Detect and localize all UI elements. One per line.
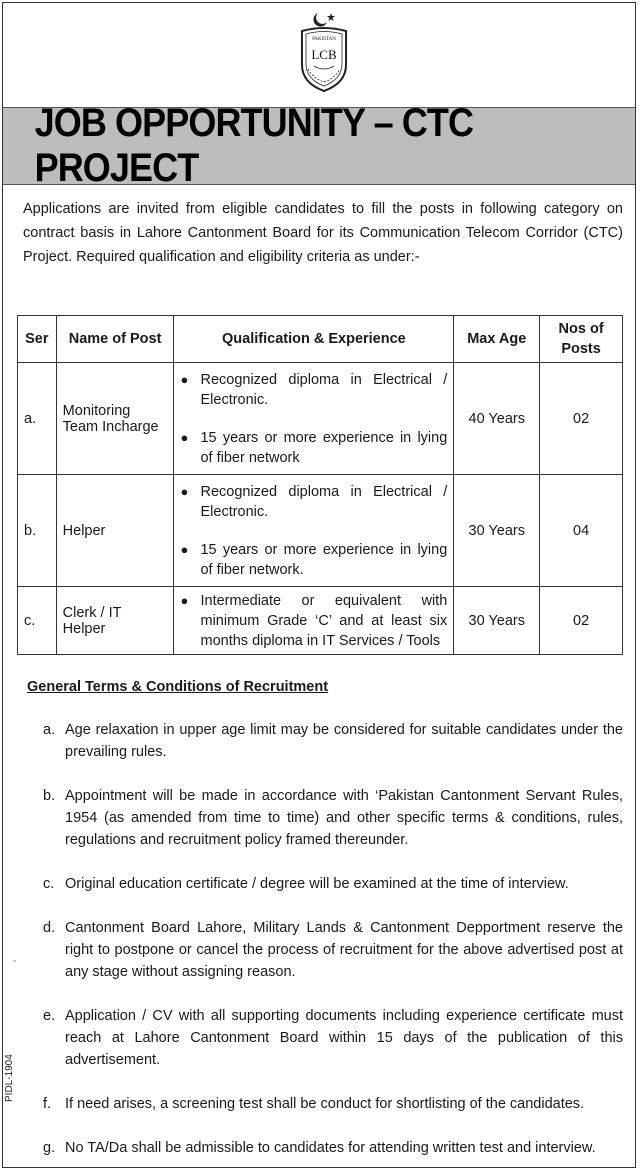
table-row: [18, 475, 623, 587]
list-item: [43, 1093, 623, 1115]
header-ser: Ser: [18, 316, 57, 363]
term-letter: g.: [43, 1140, 56, 1156]
list-item: [43, 917, 623, 983]
row-nos-of-posts: 02: [540, 363, 623, 475]
term-text: Original education certificate / degree will be examined at the time of interview.: [65, 876, 569, 892]
terms-heading: General Terms & Conditions of Recruitment: [27, 679, 329, 695]
list-item: [43, 719, 623, 763]
row-post-name: Helper: [56, 475, 174, 587]
logo-area: [3, 3, 635, 103]
list-item: [43, 1137, 623, 1159]
row-post-name: Monitoring Team Incharge: [56, 363, 174, 475]
posts-table: [17, 315, 623, 655]
row-qualification: [174, 587, 454, 655]
margin-tick-mark: -: [13, 956, 17, 967]
header-qualification: Qualification & Experience: [174, 316, 454, 363]
advertisement-page: [2, 2, 636, 1168]
term-text: Age relaxation in upper age limit may be considered for suitable candidates under the prevailing rules.: [65, 722, 623, 760]
header-name-of-post: Name of Post: [56, 316, 174, 363]
term-text: Application / CV with all supporting documents including experience certificate must reach at Lahore Cantonment Board within 15 days of the publication of this advertisement.: [65, 1008, 623, 1068]
term-letter: c.: [43, 876, 55, 892]
qualification-item: ● Recognized diploma in Electrical / Electronic.: [180, 483, 448, 520]
term-letter: f.: [43, 1096, 52, 1112]
table-row: [18, 363, 623, 475]
row-ser: b.: [18, 475, 57, 587]
bullet-icon: ●: [180, 541, 189, 557]
qualification-item: ● Recognized diploma in Electrical / Electronic.: [180, 371, 448, 408]
page-title: JOB OPPORTUNITY – CTC PROJECT: [34, 101, 474, 190]
list-item: [43, 785, 623, 851]
qualification-item: ● Intermediate or equivalent with minimum Grade ‘C’ and at least six months diploma in IT Services / Tools: [180, 592, 448, 649]
term-letter: a.: [43, 722, 56, 738]
lcb-emblem-logo: [294, 9, 354, 95]
term-text: No TA/Da shall be admissible to candidates for attending written test and interview.: [65, 1140, 596, 1156]
list-item: [43, 1005, 623, 1071]
qualification-item: ● 15 years or more experience in lying of fiber network.: [180, 541, 448, 578]
header-max-age: Max Age: [454, 316, 540, 363]
bullet-icon: ●: [180, 483, 189, 499]
term-letter: b.: [43, 788, 56, 804]
row-qualification: [174, 475, 454, 587]
term-letter: d.: [43, 920, 56, 936]
table-header-row: [18, 316, 623, 363]
row-ser: c.: [18, 587, 57, 655]
term-text: Cantonment Board Lahore, Military Lands & Cantonment Depportment reserve the right to postpone or cancel the process of recruitment for the above advertised post at any stage without assigning reason.: [65, 920, 623, 980]
bullet-icon: ●: [180, 371, 189, 387]
row-qualification: [174, 363, 454, 475]
qualification-item: ● 15 years or more experience in lying of fiber network: [180, 429, 448, 466]
title-banner: [3, 101, 635, 190]
pidl-code: PIDL-1904: [4, 1054, 15, 1102]
row-max-age: 40 Years: [454, 363, 540, 475]
header-nos-of-posts: Nos of Posts: [540, 316, 623, 363]
row-nos-of-posts: 04: [540, 475, 623, 587]
term-letter: e.: [43, 1008, 56, 1024]
bullet-icon: ●: [180, 429, 189, 445]
svg-text:LCB: LCB: [311, 47, 337, 62]
row-max-age: 30 Years: [454, 475, 540, 587]
row-max-age: 30 Years: [454, 587, 540, 655]
svg-text:PAKISTAN: PAKISTAN: [312, 37, 336, 42]
table-row: [18, 587, 623, 655]
row-nos-of-posts: 02: [540, 587, 623, 655]
term-text: If need arises, a screening test shall be conduct for shortlisting of the candidates.: [65, 1096, 585, 1112]
terms-list: [43, 719, 623, 1159]
bullet-icon: ●: [180, 592, 189, 608]
term-text: Appointment will be made in accordance with ‘Pakistan Cantonment Servant Rules, 1954 (as amended from time to time) and other specific terms & conditions, rules, regulations and recruitment policy framed thereunder.: [65, 788, 623, 848]
intro-paragraph: Applications are invited from eligible candidates to fill the posts in following category on contract basis in Lahore Cantonment Board for its Communication Telecom Corridor (CTC) Project. Required qualification and eligibility criteria as under:-: [23, 201, 623, 265]
row-post-name: Clerk / IT Helper: [56, 587, 174, 655]
list-item: [43, 873, 623, 895]
row-ser: a.: [18, 363, 57, 475]
